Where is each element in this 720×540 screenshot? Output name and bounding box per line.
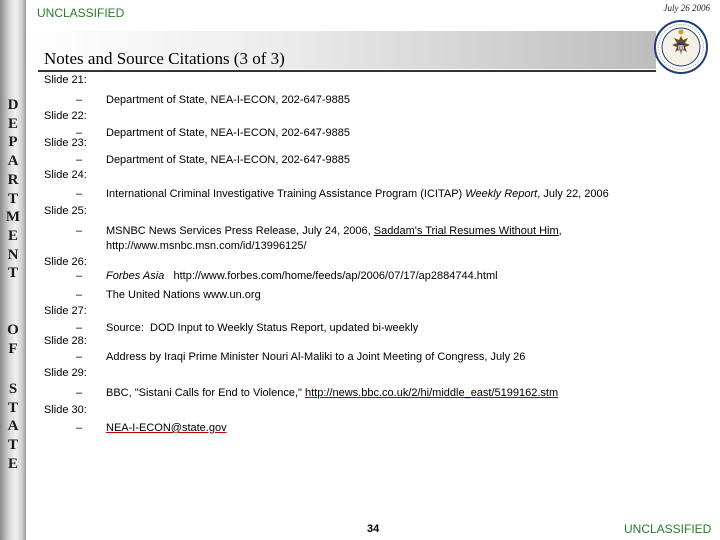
sidebar-letter: E [7, 115, 18, 132]
sidebar-letter: T [7, 190, 18, 207]
page-title: Notes and Source Citations (3 of 3) [44, 49, 285, 68]
sidebar-letter: T [7, 399, 18, 416]
sidebar-word-department [0, 96, 26, 283]
bullet-dash: – [76, 94, 83, 106]
sidebar-letter: N [7, 246, 19, 263]
sidebar-letter: F [8, 340, 18, 357]
slide-label: Slide 22: [44, 110, 87, 122]
slide-label: Slide 30: [44, 404, 87, 416]
sidebar-letter: T [7, 437, 18, 454]
slide-label: Slide 26: [44, 256, 87, 268]
citation-text-part: http://www.forbes.com/home/feeds/ap/2006/07/17/ap2884744.html [164, 270, 498, 282]
citation-link[interactable]: Saddam's Trial Resumes Without Him [373, 225, 559, 237]
sidebar-letter: E [7, 227, 18, 244]
citation-text: Address by Iraqi Prime Minister Nouri Al-Maliki to a Joint Meeting of Congress, July 26 [106, 351, 526, 363]
citation-text: The United Nations www.un.org [106, 289, 261, 301]
slide-label: Slide 29: [44, 367, 87, 379]
sidebar-letter: D [7, 97, 19, 113]
bullet-dash: – [76, 322, 83, 334]
sidebar-letter: R [7, 171, 19, 188]
classification-footer: UNCLASSIFIED [624, 522, 712, 536]
citation-text-part: , July 22, 2006 [537, 188, 609, 200]
state-department-seal-icon [654, 20, 708, 74]
bullet-dash: – [76, 154, 83, 166]
citation-text [106, 187, 666, 202]
citation-text [106, 269, 666, 284]
citation-italic-title: Weekly Report [465, 188, 538, 200]
page-number: 34 [367, 523, 380, 535]
bullet-dash: – [76, 270, 83, 282]
citation-text: Source: DOD Input to Weekly Status Report, updated bi-weekly [106, 322, 419, 334]
bullet-dash: – [76, 387, 83, 399]
sidebar-word-state [0, 380, 26, 474]
bullet-dash: – [76, 127, 83, 139]
bullet-dash: – [76, 225, 83, 237]
citation-text-part: International Criminal Investigative Training Assistance Program (ICITAP) [106, 188, 466, 200]
bullet-dash: – [76, 351, 83, 363]
sidebar-letter: P [8, 134, 18, 151]
slide-label: Slide 21: [44, 74, 87, 86]
title-divider [38, 70, 656, 72]
citation-text: Department of State, NEA-I-ECON, 202-647-9885 [106, 154, 350, 166]
slide-label: Slide 24: [44, 169, 87, 181]
sidebar-letter: T [7, 265, 18, 282]
citation-link[interactable]: http://news.bbc.co.uk/2/hi/middle_east/5199162.stm [304, 387, 559, 399]
sidebar-letter: O [7, 322, 19, 338]
sidebar-letter: M [5, 209, 21, 226]
bullet-dash: – [76, 188, 83, 200]
slide-label: Slide 27: [44, 305, 87, 317]
sidebar-letter: A [7, 418, 19, 435]
slide-label: Slide 23: [44, 137, 87, 149]
sidebar-word-of [0, 321, 26, 358]
citation-text [106, 386, 666, 401]
slide-label: Slide 28: [44, 335, 87, 347]
sidebar-letter: E [7, 455, 18, 472]
sidebar-letter: A [7, 153, 19, 170]
slide-label: Slide 25: [44, 205, 87, 217]
classification-header: UNCLASSIFIED [37, 6, 125, 20]
citation-text: Department of State, NEA-I-ECON, 202-647-9885 [106, 94, 350, 106]
bullet-dash: – [76, 422, 83, 434]
citation-text: Department of State, NEA-I-ECON, 202-647-9885 [106, 127, 350, 139]
slide-date: July 26 2006 [663, 3, 710, 13]
citation-text-part: , http://www.msnbc.msn.com/id/13996125/ [106, 225, 562, 252]
citation-text-part: BBC, "Sistani Calls for End to Violence," [106, 387, 305, 399]
citation-text-part: MSNBC News Services Press Release, July 24, 2006, [106, 225, 374, 237]
bullet-dash: – [76, 289, 83, 301]
citation-text [106, 224, 666, 254]
citation-italic-title: Forbes Asia [106, 270, 165, 282]
citation-text [106, 421, 666, 436]
sidebar-letter: S [8, 381, 18, 397]
contact-email-link[interactable]: NEA-I-ECON@state.gov [106, 422, 227, 434]
